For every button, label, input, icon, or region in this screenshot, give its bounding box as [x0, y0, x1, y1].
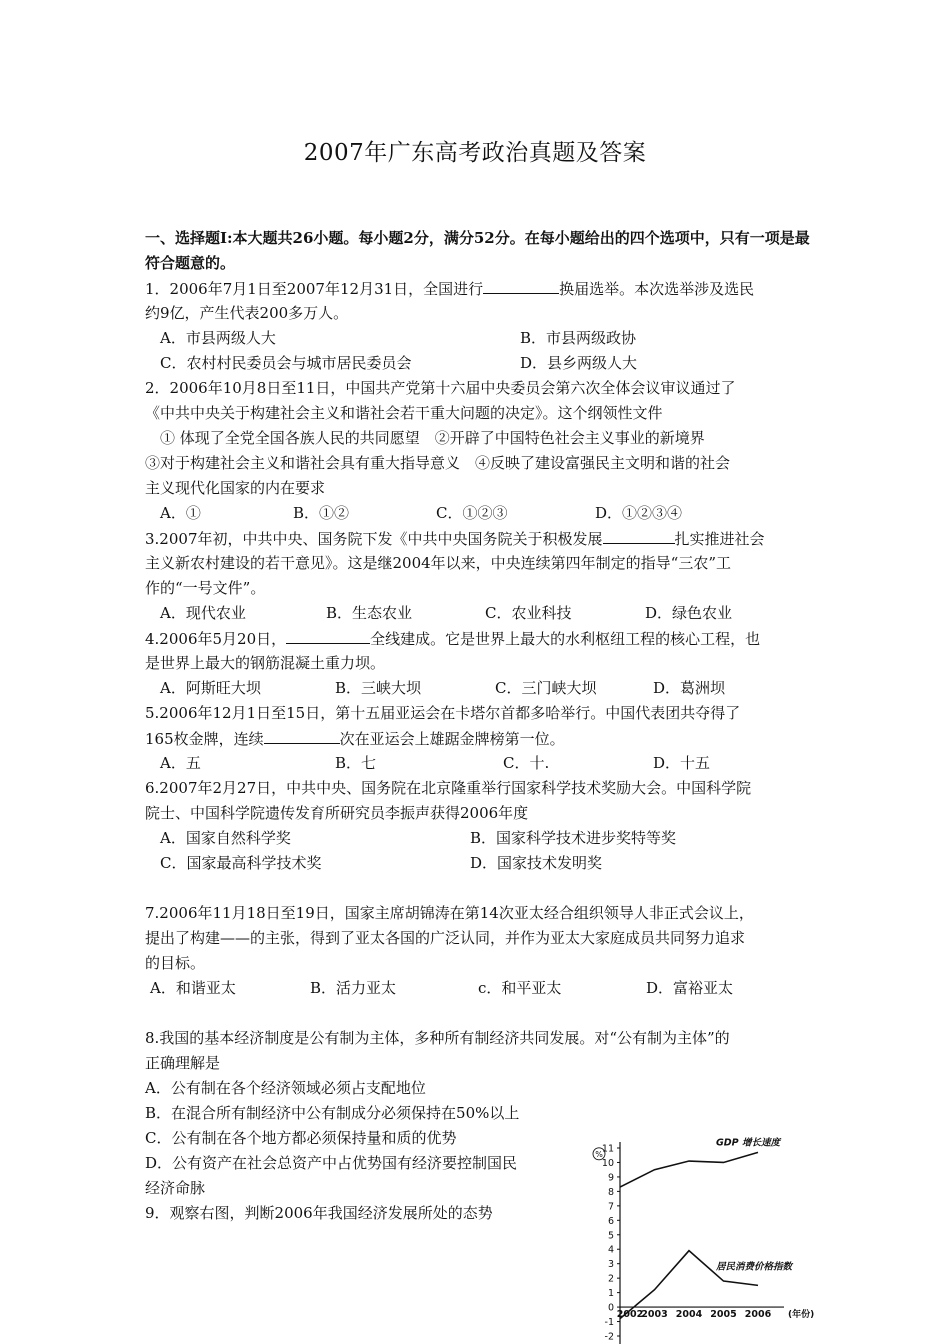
q6-line1: 6.2007年2月27日，中共中央、国务院在北京隆重举行国家科学技术奖励大会。中国科学院: [145, 779, 752, 797]
q6-option-b: B．国家科学技术进步奖特等奖: [470, 829, 677, 847]
q3-option-d: D．绿色农业: [645, 604, 733, 622]
q7-line2: 提出了构建——的主张，得到了亚太各国的广泛认同，并作为亚太大家庭成员共同努力追求: [145, 929, 746, 947]
q1-line1: [145, 276, 754, 302]
q6-options-row2: [160, 851, 820, 876]
x-tick-label: 2003: [641, 1309, 668, 1321]
series-line-gdp: [620, 1152, 758, 1187]
q5-option-d: D．十五: [653, 754, 711, 772]
y-tick-label: 7: [607, 1201, 614, 1213]
q4-option-c: C．三门峡大坝: [495, 679, 597, 697]
y-tick-label: 11: [601, 1143, 614, 1155]
q7-option-a: A．和谐亚太: [150, 979, 236, 997]
q4-text-b: 全线建成。它是世界上最大的水利枢纽工程的核心工程，也: [370, 630, 761, 648]
y-tick-label: 8: [607, 1186, 614, 1198]
q3-option-a: A．现代农业: [160, 604, 246, 622]
q6-option-a: A．国家自然科学奖: [160, 829, 291, 847]
q3-line2: 主义新农村建设的若干意见》。这是继2004年以来，中央连续第四年制定的指导“三农”工: [145, 554, 732, 572]
q3-text-a: 3.2007年初，中共中央、国务院下发《中共中央国务院关于积极发展: [145, 530, 603, 548]
x-tick-label: 2002: [616, 1309, 644, 1321]
y-tick-label: 10: [601, 1157, 614, 1169]
q4-option-a: A．阿斯旺大坝: [160, 679, 261, 697]
q5-text-a: 165枚金牌，连续: [145, 730, 264, 748]
q4-line1: [145, 626, 760, 652]
q1-option-d: D．县乡两级人大: [520, 354, 638, 372]
q6-option-d: D．国家技术发明奖: [470, 854, 603, 872]
q5-option-b: B．七: [335, 754, 377, 772]
q5-option-c: C．十.: [503, 754, 550, 772]
q2-option-a: A．①: [160, 504, 201, 522]
q1-blank: [483, 276, 559, 294]
x-axis-label: (年份): [788, 1310, 815, 1321]
q7-options: [150, 976, 810, 1001]
y-tick-label: 6: [607, 1215, 614, 1227]
q1-option-b: B．市县两级政协: [520, 329, 637, 347]
q1-options-row2: [160, 351, 820, 376]
q8-option-c: C．公有制在各个地方都必须保持量和质的优势: [145, 1129, 457, 1147]
q2-line1: 2．2006年10月8日至11日，中国共产党第十六届中央委员会第六次全体会议审议通过了: [145, 379, 736, 397]
q5-line1: 5.2006年12月1日至15日，第十五届亚运会在卡塔尔首都多哈举行。中国代表团共夺得了: [145, 704, 741, 722]
q2-line2: 《中共中央关于构建社会主义和谐社会若干重大问题的决定》。这个纲领性文件: [145, 404, 663, 422]
y-tick-label: 4: [607, 1244, 614, 1256]
q2-line5: 主义现代化国家的内在要求: [145, 479, 326, 497]
q4-text-a: 4.2006年5月20日，: [145, 630, 287, 648]
q4-option-b: B．三峡大坝: [335, 679, 422, 697]
q5-options: [160, 751, 820, 776]
q8-option-d: D．公有资产在社会总资产中占优势国有经济要控制国民: [145, 1154, 518, 1172]
y-tick-label: -1: [604, 1317, 614, 1329]
q2-option-d: D．①②③④: [595, 504, 683, 522]
q3-option-b: B．生态农业: [326, 604, 413, 622]
q1-line2: 约9亿，产生代表200多万人。: [145, 304, 349, 322]
y-tick-label: 1: [607, 1288, 614, 1300]
q5-text-b: 次在亚运会上雄踞金牌榜第一位。: [339, 730, 565, 748]
x-tick-label: 2006: [744, 1309, 772, 1321]
q1-text-a: 1．2006年7月1日至2007年12月31日，全国进行: [145, 280, 484, 298]
q7-line1: 7.2006年11月18日至19日，国家主席胡锦涛在第14次亚太经合组织领导人非正式会议上，: [145, 904, 754, 922]
q1-options-row1: [160, 326, 820, 351]
q6-option-c: C．国家最高科学技术奖: [160, 854, 322, 872]
y-axis-label: %: [595, 1149, 603, 1159]
y-tick-label: -2: [604, 1331, 614, 1343]
q2-option-b: B．①②: [293, 504, 350, 522]
q8-line2: 正确理解是: [145, 1054, 221, 1072]
page-title: 2007年广东高考政治真题及答案: [303, 140, 647, 166]
y-tick-label: 3: [607, 1259, 614, 1271]
q9-line1: 9．观察右图，判断2006年我国经济发展所处的态势: [145, 1204, 493, 1222]
q6-options-row1: [160, 826, 820, 851]
series-label-cpi: 居民消费价格指数: [716, 1261, 793, 1273]
y-tick-label: 9: [607, 1172, 614, 1184]
q7-option-b: B．活力亚太: [310, 979, 397, 997]
q1-text-b: 换届选举。本次选举涉及选民: [559, 280, 755, 298]
q2-line4: ③对于构建社会主义和谐社会具有重大指导意义 ④反映了建设富强民主文明和谐的社会: [145, 454, 731, 472]
q1-option-a: A．市县两级人大: [160, 329, 276, 347]
y-tick-label: 5: [607, 1230, 614, 1242]
q5-option-a: A．五: [160, 754, 201, 772]
y-tick-label: 0: [607, 1302, 614, 1314]
q8-line1: 8.我国的基本经济制度是公有制为主体，多种所有制经济共同发展。对“公有制为主体”的: [145, 1029, 730, 1047]
q3-text-b: 扎实推进社会: [674, 530, 765, 548]
section-heading: 一、选择题Ⅰ:本大题共26小题。每小题2分，满分52分。在每小题给出的四个选项中，只有一项是最符合题意的。: [145, 229, 810, 272]
q5-line2: [145, 726, 565, 752]
q4-options: [160, 676, 820, 701]
q4-line2: 是世界上最大的钢筋混凝土重力坝。: [145, 654, 386, 672]
q2-options: [160, 501, 820, 526]
economy-line-chart: [588, 1136, 828, 1344]
q8-option-a: A．公有制在各个经济领域必须占支配地位: [145, 1079, 426, 1097]
q8-option-b: B．在混合所有制经济中公有制成分必须保持在50%以上: [145, 1104, 520, 1122]
q6-line2: 院士、中国科学院遗传发育所研究员李振声获得2006年度: [145, 804, 529, 822]
q7-line3: 的目标。: [145, 954, 206, 972]
q3-line3: 作的“一号文件”。: [145, 579, 266, 597]
q4-option-d: D．葛洲坝: [653, 679, 726, 697]
x-tick-label: 2004: [675, 1309, 703, 1321]
q1-option-c: C．农村村民委员会与城市居民委员会: [160, 354, 412, 372]
q3-blank: [603, 526, 675, 544]
q8-option-d-cont: 经济命脉: [145, 1179, 206, 1197]
q3-line1: [145, 526, 765, 552]
q7-option-d: D．富裕亚太: [646, 979, 734, 997]
q2-option-c: C．①②③: [436, 504, 508, 522]
q3-options: [160, 601, 820, 626]
q3-option-c: C．农业科技: [485, 604, 572, 622]
q2-line3: ① 体现了全党全国各族人民的共同愿望 ②开辟了中国特色社会主义事业的新境界: [160, 429, 705, 447]
q5-blank: [264, 726, 340, 744]
q7-option-c: c．和平亚太: [478, 979, 562, 997]
y-tick-label: 2: [607, 1273, 614, 1285]
x-tick-label: 2005: [710, 1309, 737, 1321]
q4-blank: [286, 626, 370, 644]
series-label-gdp: GDP 增长速度: [716, 1137, 780, 1149]
